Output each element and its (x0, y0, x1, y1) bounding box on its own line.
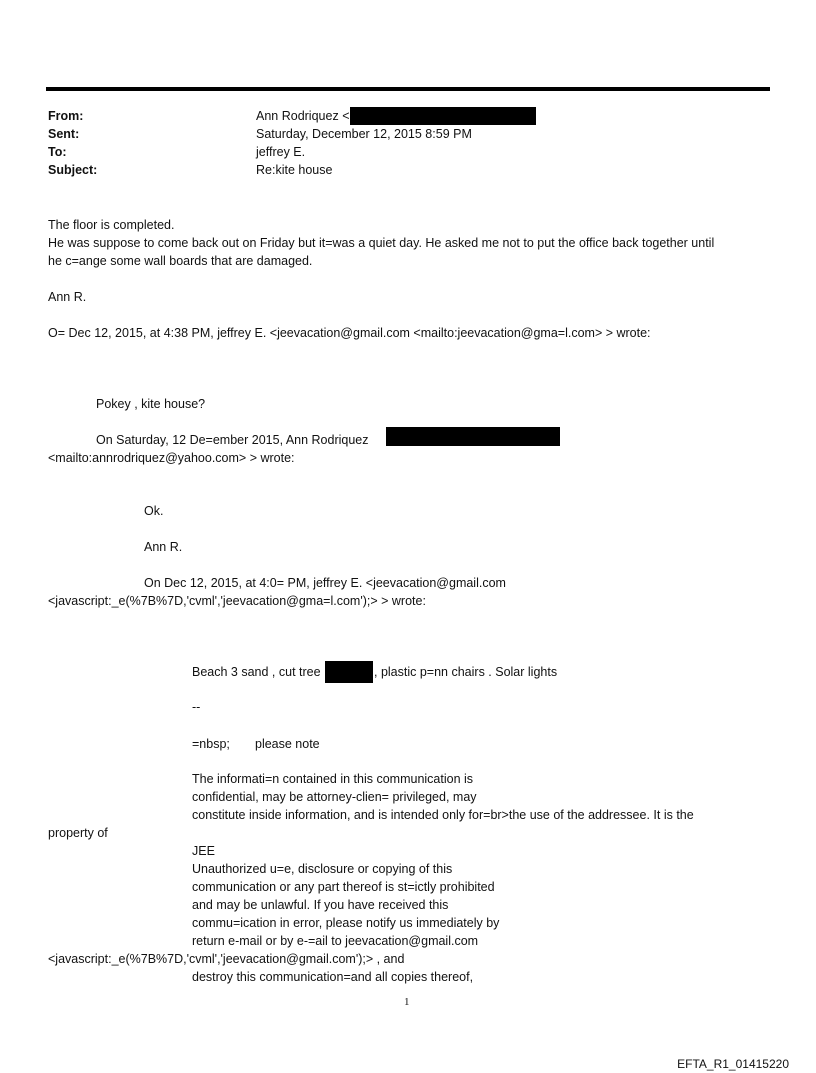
redaction-block (350, 107, 536, 125)
reply-line-a: Beach 3 sand , cut tree (192, 665, 321, 679)
mailto-line: <mailto:annrodriquez@yahoo.com> > wrote: (48, 451, 295, 465)
signature: Ann R. (144, 540, 183, 554)
disclaimer-line: commu=ication in error, please notify us immediately by (192, 916, 500, 930)
to-value: jeffrey E. (256, 145, 306, 159)
subject-value: Re:kite house (256, 163, 333, 177)
sent-label: Sent: (48, 127, 80, 141)
disclaimer-line: return e-mail or by e-=ail to jeevacation@gmail.com (192, 934, 479, 948)
reply-line: Pokey , kite house? (96, 397, 206, 411)
disclaimer-line: JEE (192, 844, 215, 858)
from-value: Ann Rodriquez < (256, 109, 350, 123)
body-line: He was suppose to come back out on Friday but it=was a quiet day. He asked me not to put the office back together until (48, 236, 715, 250)
reply-line: Ok. (144, 504, 164, 518)
disclaimer-line: confidential, may be attorney-clien= privileged, may (192, 790, 477, 804)
quote-header: O= Dec 12, 2015, at 4:38 PM, jeffrey E. <jeevacation@gmail.com <mailto:jeevacation@gma=l.com> > wrote: (48, 326, 651, 340)
sent-value: Saturday, December 12, 2015 8:59 PM (256, 127, 472, 141)
quote-header: On Saturday, 12 De=ember 2015, Ann Rodriquez (96, 433, 369, 447)
disclaimer-line: constitute inside information, and is intended only for=br>the use of the addressee. It is the (192, 808, 694, 822)
from-label: From: (48, 109, 84, 123)
please-note: please note (255, 737, 320, 751)
disclaimer-line: and may be unlawful. If you have received this (192, 898, 449, 912)
reply-line-b: , plastic p=nn chairs . Solar lights (374, 665, 558, 679)
quote-header: On Dec 12, 2015, at 4:0= PM, jeffrey E. <jeevacation@gmail.com (144, 576, 506, 590)
disclaimer-line: Unauthorized u=e, disclosure or copying of this (192, 862, 453, 876)
to-label: To: (48, 145, 67, 159)
disclaimer-line: The informati=n contained in this communication is (192, 772, 474, 786)
subject-label: Subject: (48, 163, 98, 177)
sig-dash: -- (192, 700, 201, 714)
header-rule (46, 87, 770, 91)
signature: Ann R. (48, 290, 87, 304)
disclaimer-line: <javascript:_e(%7B%7D,'cvml','jeevacation@gmail.com');> , and (48, 952, 405, 966)
document-id: EFTA_R1_01415220 (677, 1057, 789, 1071)
redaction-block (386, 427, 560, 446)
redaction-block (325, 661, 373, 683)
javascript-line: <javascript:_e(%7B%7D,'cvml','jeevacation@gma=l.com');> > wrote: (48, 594, 426, 608)
disclaimer-line: communication or any part thereof is st=ictly prohibited (192, 880, 495, 894)
body-line: The floor is completed. (48, 218, 175, 232)
body-line: he c=ange some wall boards that are damaged. (48, 254, 313, 268)
disclaimer-line: destroy this communication=and all copies thereof, (192, 970, 474, 984)
nbsp-text: =nbsp; (192, 737, 230, 751)
page-number: 1 (404, 996, 410, 1008)
disclaimer-line: property of (48, 826, 108, 840)
